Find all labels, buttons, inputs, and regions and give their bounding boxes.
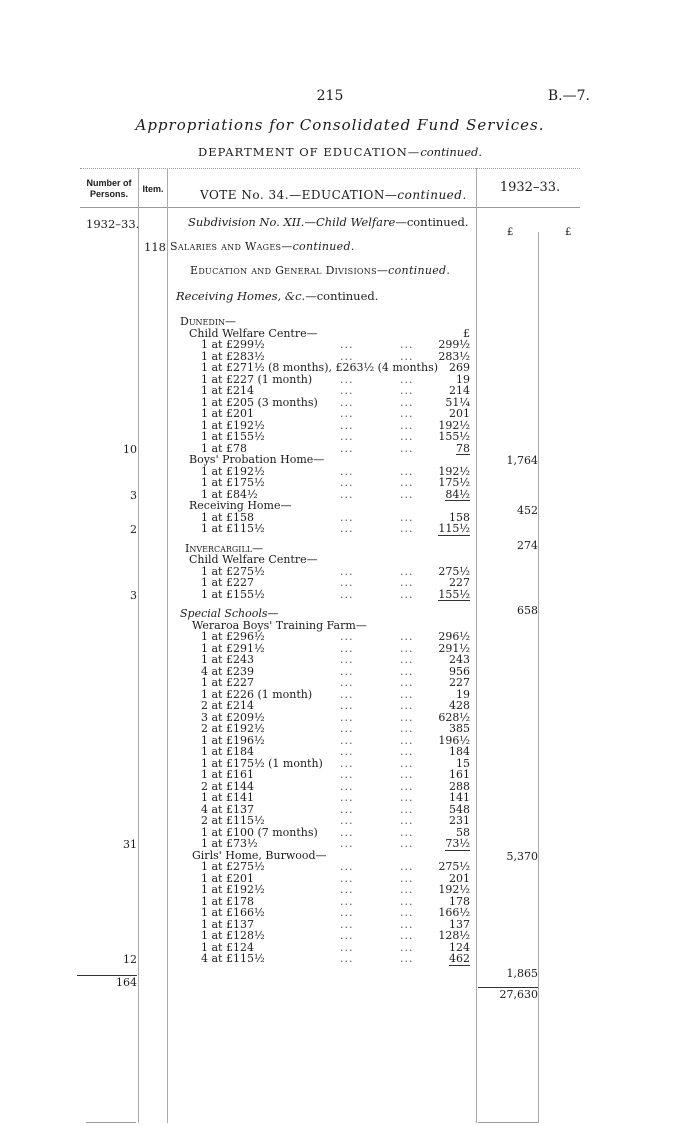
salary-rate: 1 at £201 <box>201 871 254 885</box>
item-column-divider <box>167 168 168 1123</box>
salary-amount: 214 <box>449 384 470 397</box>
leader-dots: ... <box>400 338 414 351</box>
salary-amount: 184 <box>449 745 470 758</box>
salary-rate: 1 at £227 <box>201 676 254 689</box>
salary-line <box>170 746 470 758</box>
salary-line <box>170 431 470 443</box>
leader-dots: ... <box>340 487 354 501</box>
leader-dots: ... <box>400 641 414 655</box>
salary-amount: 141 <box>449 791 470 804</box>
leader-dots: ... <box>400 441 414 455</box>
leader-dots: ... <box>340 576 354 589</box>
total-column-divider <box>538 232 539 1123</box>
salary-amount: 385 <box>449 722 470 735</box>
item-number: 118 <box>144 240 166 254</box>
department-suffix: continued. <box>420 145 483 159</box>
salary-rate: 2 at £115½ <box>201 814 265 827</box>
receiving-homes-text: Receiving Homes, &c. <box>176 289 306 303</box>
leader-dots: ... <box>340 929 354 942</box>
salary-rate: 4 at £115½ <box>201 952 265 965</box>
salary-rate: 1 at £291½ <box>201 641 265 655</box>
leader-dots: ... <box>340 906 354 919</box>
subdivision-name: Subdivision No. XII.—Child Welfare <box>188 215 396 229</box>
leader-dots: ... <box>400 917 414 931</box>
salary-rate: 1 at £299½ <box>201 338 265 351</box>
salary-amount: 166½ <box>438 906 470 919</box>
salary-rate: 1 at £158 <box>201 510 254 524</box>
salary-rate: 1 at £175½ (1 month) <box>201 756 323 770</box>
salary-amount: 192½ <box>438 883 470 896</box>
leader-dots: ... <box>400 664 414 678</box>
persons-count: 3 <box>130 488 137 502</box>
leader-dots: ... <box>340 664 354 678</box>
salary-rate: 1 at £227 (1 month) <box>201 372 313 386</box>
leader-dots: ... <box>400 940 414 954</box>
salary-rate: 1 at £275½ <box>201 860 265 873</box>
salary-amount: 15 <box>456 756 470 770</box>
salary-amount: 158 <box>449 510 470 524</box>
boys-probation-heading: Boys' Probation Home— <box>189 453 325 466</box>
special-schools-heading-row <box>170 608 470 620</box>
burwood-total: 1,865 <box>506 966 538 980</box>
salary-line <box>170 339 470 351</box>
leader-dots: ... <box>400 430 414 443</box>
leader-dots: ... <box>400 906 414 919</box>
salary-rate: 1 at £192½ <box>201 883 265 896</box>
persons-count: 31 <box>123 838 137 851</box>
salary-rate: 1 at £175½ <box>201 476 265 489</box>
salary-line <box>170 700 470 712</box>
leader-dots: ... <box>400 699 414 712</box>
leader-dots: ... <box>400 630 414 643</box>
salary-line <box>170 654 470 666</box>
salary-amount: 227 <box>449 676 470 689</box>
salary-line <box>170 362 470 374</box>
leader-dots: ... <box>340 883 354 896</box>
vote-suffix: continued. <box>397 188 467 202</box>
persons-column-divider <box>138 168 139 1123</box>
leader-dots: ... <box>340 756 354 770</box>
leader-dots: ... <box>400 576 414 589</box>
salary-amount: 428 <box>449 699 470 712</box>
leader-dots: ... <box>340 802 354 816</box>
leader-dots: ... <box>400 871 414 885</box>
salary-rate: 1 at £115½ <box>201 522 265 535</box>
salary-amount: 296½ <box>438 630 470 643</box>
dunedin-heading-row <box>170 316 470 328</box>
salary-rate: 4 at £239 <box>201 664 254 678</box>
invercargill-child-welfare-heading-row <box>170 554 470 566</box>
salary-line <box>170 677 470 689</box>
leader-dots: ... <box>400 418 414 432</box>
leader-dots: ... <box>340 814 354 827</box>
salary-amount: 178 <box>449 894 470 908</box>
leader-dots: ... <box>400 929 414 942</box>
page-number: 215 <box>316 88 344 104</box>
leader-dots: ... <box>340 699 354 712</box>
salary-amount: 175½ <box>438 476 470 489</box>
leader-dots: ... <box>400 522 414 535</box>
salary-amount: 231 <box>449 814 470 827</box>
salary-amount: 299½ <box>438 338 470 351</box>
leader-dots: ... <box>400 587 414 601</box>
header-rule <box>80 207 580 208</box>
salary-amount: 548 <box>449 802 470 816</box>
salary-line <box>170 723 470 735</box>
page-title: Appropriations for Consolidated Fund Services. <box>135 116 545 134</box>
leader-dots: ... <box>340 464 354 478</box>
salary-line <box>170 577 470 589</box>
salary-rate: 1 at £100 (7 months) <box>201 825 318 839</box>
salary-amount: 155½ <box>438 430 470 443</box>
leader-dots: ... <box>340 952 354 965</box>
dunedin-child-welfare-heading: Child Welfare Centre— <box>189 326 318 340</box>
burwood-heading: Girls' Home, Burwood— <box>192 848 327 862</box>
salary-amount: 201 <box>449 871 470 885</box>
salary-rate: 1 at £227 <box>201 576 254 589</box>
leader-dots: ... <box>400 883 414 896</box>
leader-dots: ... <box>340 372 354 386</box>
salary-rate: 2 at £144 <box>201 779 254 793</box>
leader-dots: ... <box>340 587 354 601</box>
persons-grand-total: 164 <box>77 975 137 989</box>
leader-dots: ... <box>340 837 354 850</box>
item-label-text: Salaries and Wages— <box>170 240 293 253</box>
leader-dots: ... <box>340 476 354 489</box>
salary-rate: 1 at £196½ <box>201 733 265 747</box>
leader-dots: ... <box>400 487 414 501</box>
salary-amount: 288 <box>449 779 470 793</box>
receiving-home-heading-row <box>170 500 470 512</box>
persons-bottom-rule <box>86 1122 136 1123</box>
document-reference: B.—7. <box>547 88 590 104</box>
leader-dots: ... <box>400 722 414 735</box>
salary-amount: 115½ <box>438 522 470 535</box>
salary-amount: 291½ <box>438 641 470 655</box>
pound-sign: £ <box>463 326 470 340</box>
salary-rate: 1 at £155½ <box>201 587 265 601</box>
salary-amount: 192½ <box>438 418 470 432</box>
salary-amount: 227 <box>449 576 470 589</box>
salary-rate: 1 at £166½ <box>201 906 265 919</box>
salary-line <box>170 884 470 896</box>
divisions-heading <box>190 264 450 277</box>
salary-line <box>170 861 470 873</box>
salary-amount: 128½ <box>438 929 470 942</box>
leader-dots: ... <box>340 384 354 397</box>
salary-amount: 51¼ <box>445 395 470 409</box>
leader-dots: ... <box>400 476 414 489</box>
salary-rate: 1 at £78 <box>201 441 247 455</box>
leader-dots: ... <box>340 349 354 363</box>
salary-rate: 1 at £73½ <box>201 837 258 850</box>
salary-line <box>170 907 470 919</box>
salary-line <box>170 838 470 850</box>
leader-dots: ... <box>340 687 354 701</box>
salary-rate: 1 at £201 <box>201 407 254 420</box>
salary-amount: 124 <box>449 940 470 954</box>
leader-dots: ... <box>340 441 354 455</box>
totals-bottom-rule <box>478 1122 538 1123</box>
leader-dots: ... <box>400 733 414 747</box>
department-heading <box>0 145 680 159</box>
salary-amount: 956 <box>449 664 470 678</box>
persons-count: 12 <box>123 953 137 966</box>
salary-rate: 1 at £271½ (8 months), £263½ (4 months) <box>201 361 438 374</box>
leader-dots: ... <box>400 349 414 363</box>
invercargill-heading: Invercargill— <box>185 541 264 555</box>
salary-rate: 1 at £161 <box>201 768 254 781</box>
salary-amount: 78 <box>456 441 470 455</box>
leader-dots: ... <box>340 791 354 804</box>
salary-rate: 1 at £296½ <box>201 630 265 643</box>
salary-amount: 161 <box>449 768 470 781</box>
leader-dots: ... <box>340 676 354 689</box>
leader-dots: ... <box>400 745 414 758</box>
leader-dots: ... <box>340 733 354 747</box>
salary-rate: 1 at £124 <box>201 940 254 954</box>
leader-dots: ... <box>340 430 354 443</box>
group-total: 1,764 <box>506 454 538 467</box>
leader-dots: ... <box>340 825 354 839</box>
salary-line <box>170 385 470 397</box>
leader-dots: ... <box>400 860 414 873</box>
salary-amount: 58 <box>456 825 470 839</box>
salary-amount: 155½ <box>438 587 470 601</box>
leader-dots: ... <box>400 653 414 666</box>
divisions-suffix: continued. <box>388 264 451 277</box>
pound-sign-1: £ <box>507 227 514 238</box>
leader-dots: ... <box>340 917 354 931</box>
salary-rate: 1 at £141 <box>201 791 254 804</box>
leader-dots: ... <box>340 522 354 535</box>
salary-amount: 201 <box>449 407 470 420</box>
leader-dots: ... <box>400 756 414 770</box>
salary-line <box>170 930 470 942</box>
leader-dots: ... <box>340 722 354 735</box>
salary-line <box>170 523 470 535</box>
salary-amount: 137 <box>449 917 470 931</box>
leader-dots: ... <box>340 630 354 643</box>
group-total: 452 <box>517 504 538 517</box>
leader-dots: ... <box>340 338 354 351</box>
salary-rate: 1 at £155½ <box>201 430 265 443</box>
leader-dots: ... <box>400 825 414 839</box>
amount-column-divider <box>476 168 477 1123</box>
salary-amount: 196½ <box>438 733 470 747</box>
leader-dots: ... <box>340 768 354 781</box>
pound-sign-2: £ <box>565 227 572 238</box>
leader-dots: ... <box>340 860 354 873</box>
salary-rate: 1 at £84½ <box>201 487 258 501</box>
leader-dots: ... <box>340 510 354 524</box>
leader-dots: ... <box>400 510 414 524</box>
salary-amount: 275½ <box>438 564 470 578</box>
salary-amount: 73½ <box>445 837 470 850</box>
salary-rate: 1 at £243 <box>201 653 254 666</box>
salary-amount: 269 <box>449 361 470 374</box>
leader-dots: ... <box>340 894 354 908</box>
vote-heading <box>200 188 467 202</box>
salary-line <box>170 589 470 601</box>
salary-amount: 84½ <box>445 487 470 501</box>
salary-amount: 19 <box>456 372 470 386</box>
leader-dots: ... <box>400 802 414 816</box>
item-label-suffix: continued. <box>292 240 355 253</box>
leader-dots: ... <box>400 952 414 965</box>
leader-dots: ... <box>400 814 414 827</box>
salary-line <box>170 631 470 643</box>
vote-name: VOTE No. 34.—EDUCATION— <box>200 188 398 202</box>
subdivision-suffix: —continued. <box>395 215 469 229</box>
group-total: 658 <box>517 604 538 617</box>
receiving-home-heading: Receiving Home— <box>189 499 292 512</box>
group-total: 274 <box>517 538 538 552</box>
item-label <box>170 240 355 253</box>
leader-dots: ... <box>400 384 414 397</box>
leader-dots: ... <box>340 418 354 432</box>
top-rule <box>80 168 580 169</box>
salary-rate: 1 at £214 <box>201 384 254 397</box>
leader-dots: ... <box>340 710 354 724</box>
leader-dots: ... <box>340 407 354 420</box>
leader-dots: ... <box>400 676 414 689</box>
salary-amount: 283½ <box>438 349 470 363</box>
salary-rate: 1 at £192½ <box>201 464 265 478</box>
salary-rate: 1 at £184 <box>201 745 254 758</box>
persons-count: 2 <box>130 523 137 536</box>
leader-dots: ... <box>340 745 354 758</box>
salary-amount: 628½ <box>438 710 470 724</box>
leader-dots: ... <box>400 768 414 781</box>
salary-rate: 2 at £214 <box>201 699 254 712</box>
salary-line <box>170 769 470 781</box>
salary-rate: 1 at £192½ <box>201 418 265 432</box>
leader-dots: ... <box>340 779 354 793</box>
persons-column-header: Number of Persons. <box>86 178 132 199</box>
salary-line <box>170 815 470 827</box>
leader-dots: ... <box>340 653 354 666</box>
year-column-header: 1932–33. <box>499 180 561 195</box>
leader-dots: ... <box>400 791 414 804</box>
persons-year: 1932–33. <box>86 217 140 231</box>
persons-count: 3 <box>130 588 137 602</box>
salary-amount: 19 <box>456 687 470 701</box>
salary-rate: 1 at £137 <box>201 917 254 931</box>
salary-amount: 243 <box>449 653 470 666</box>
salary-rate: 1 at £226 (1 month) <box>201 687 313 701</box>
leader-dots: ... <box>340 871 354 885</box>
salary-line <box>170 408 470 420</box>
salary-line <box>170 477 470 489</box>
salary-amount: 275½ <box>438 860 470 873</box>
invercargill-child-welfare-heading: Child Welfare Centre— <box>189 553 318 566</box>
leader-dots: ... <box>400 779 414 793</box>
special-schools-heading: Special Schools— <box>180 607 279 620</box>
department-name: DEPARTMENT OF EDUCATION— <box>197 145 421 159</box>
dunedin-heading: Dunedin— <box>180 315 236 328</box>
leader-dots: ... <box>400 894 414 908</box>
salary-amount: 462 <box>449 952 470 965</box>
leader-dots: ... <box>400 395 414 409</box>
receiving-homes-suffix: —continued. <box>305 289 379 303</box>
salary-rate: 1 at £283½ <box>201 349 265 363</box>
leader-dots: ... <box>400 372 414 386</box>
subdivision-heading <box>188 215 469 229</box>
grand-total: 27,630 <box>478 987 538 1001</box>
salary-rate: 1 at £178 <box>201 894 254 908</box>
leader-dots: ... <box>340 641 354 655</box>
leader-dots: ... <box>400 837 414 850</box>
leader-dots: ... <box>400 710 414 724</box>
salary-rate: 3 at £209½ <box>201 710 265 724</box>
salary-rate: 2 at £192½ <box>201 722 265 735</box>
salary-rate: 1 at £205 (3 months) <box>201 395 318 409</box>
item-column-header: Item. <box>142 184 164 194</box>
leader-dots: ... <box>400 407 414 420</box>
salary-rate: 1 at £275½ <box>201 564 265 578</box>
salary-rate: 1 at £128½ <box>201 929 265 942</box>
divisions-text: Education and General Divisions— <box>190 264 389 277</box>
group-total: 5,370 <box>506 849 538 863</box>
salary-rate: 4 at £137 <box>201 802 254 816</box>
salary-line <box>170 953 470 965</box>
weraroa-heading: Weraroa Boys' Training Farm— <box>192 618 367 632</box>
leader-dots: ... <box>400 687 414 701</box>
receiving-homes-heading <box>176 289 378 303</box>
persons-count: 10 <box>123 442 137 456</box>
leader-dots: ... <box>340 395 354 409</box>
leader-dots: ... <box>400 464 414 478</box>
salary-line <box>170 792 470 804</box>
salary-amount: 192½ <box>438 464 470 478</box>
boys-probation-heading-row <box>170 454 470 466</box>
leader-dots: ... <box>400 564 414 578</box>
leader-dots: ... <box>340 564 354 578</box>
leader-dots: ... <box>340 940 354 954</box>
